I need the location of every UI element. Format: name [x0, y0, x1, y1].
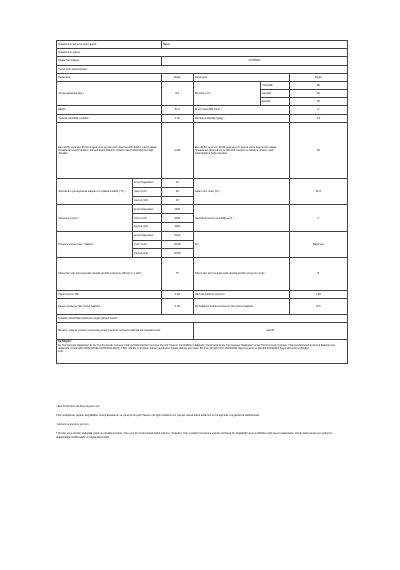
general-params-heading: Genel ürün parametreleri: [57, 65, 348, 73]
footnote-c: ᶜ Hizmet ve kurulum yeri için. [56, 423, 90, 426]
quarter-label: Çeyrek (1/4) [132, 223, 161, 232]
depth-label: Derinlik [260, 98, 289, 106]
dimensions-label: Boyutlar (cm) [193, 81, 260, 106]
half-label: Yarım (1/2) [132, 240, 161, 249]
additional-info [57, 339, 348, 363]
delay-start-label: Zaman erteleme (W) (ürüne bağlıdır) [57, 298, 162, 314]
spin-quarter-value: 1000 [161, 223, 193, 232]
warranty-label: Tedarikçi tarafından belirlenen asgari garanti süresi: [57, 315, 348, 323]
noise-value: 75 [161, 258, 193, 290]
water-consumption-value: 50 [289, 122, 347, 178]
silver-ion-value: HAYIR [193, 323, 347, 339]
spin-speed-label: Sıkma hızı (rpm) ᵃ [57, 205, 133, 231]
water-consumption-label: Eko 40-60 veya eco 40-60 programının şeyrek yıkım başına litre olarak hesaplanan (litre/yıkım) su tüketimi. Gerçek su tüketimi, cihazın nasıl kullanıldığına bağlı olacaktır. [193, 122, 289, 178]
capacity-label: Anma kapasitesi (kg) ᵃ [57, 81, 162, 106]
link-text[interactable]: Link [58, 349, 63, 353]
capacity-value: 8,0 [161, 81, 193, 106]
wash-index-value: 1,03 [161, 114, 193, 122]
footnote-b: b Bu modellerde yapılan değişiklikler, Enerji Etiketleme ve Çevreye Duyarlı Tasarım ile ilgili modellerin bir parçası olarak kabul edilemez ve bir ilgili kamu organlarına bildirilecektir. [56, 414, 260, 417]
rated-capacity-label: Anma Kapasitesi [132, 205, 161, 214]
energy-class-label: Enerji Verimliliği Sınıfı ᵃ [193, 106, 289, 114]
additional-info-heading: Ek Bilgiler: [58, 340, 72, 344]
moisture-value: 62,6 [289, 179, 347, 205]
model-value: CM7800D [161, 57, 347, 65]
energy-consumption-value: 0,496 [161, 122, 193, 178]
value-header: Değer [289, 73, 347, 81]
spin-class-value: C [289, 205, 347, 231]
rated-capacity-label: Anma Kapasitesi [132, 231, 161, 240]
energy-class-value: A [289, 106, 347, 114]
width-value: 60 [289, 90, 347, 98]
product-information-sheet [56, 40, 348, 364]
moisture-label: Kalan nem oranı (%) ᵃ [193, 179, 289, 205]
temperature-label: Temizlenen çamaşırlarda ulaşılan en yüksek sıcaklık (°C) ᵃ [57, 179, 133, 205]
footnotes [56, 405, 348, 445]
quarter-label: Çeyrek (1/4) [132, 249, 161, 258]
silver-ion-label: Bu ürün, yıkama yönetimi sırasında gümüş iyonlarını serbest bırakmak için tasarlanmıştır. [57, 323, 194, 339]
duration-label: Program süresi (saat : dakika) ᵃ [57, 231, 133, 257]
supplier-label: Tedarikçinin adı veya ticari işareti: [57, 41, 162, 49]
height-value: 85 [289, 81, 347, 89]
type-label: Tip [193, 231, 289, 257]
rated-capacity-label: Anma Kapasitesi [132, 179, 161, 188]
duration-rated-value: 03:40 [161, 231, 193, 240]
height-label: Yükseklik [260, 81, 289, 89]
energy-consumption-label: Eko 40-60 veya eco 40-60 programının şeyrek yıkım başına kWh (kWh / yıkım) olarak hesaplanan enerji tüketimi. Gerçek enerji tüketimi, cihazın nasıl kullanıldığına bağlı olacaktır. [57, 122, 162, 178]
eei-label: EEIW ᵃ [57, 106, 162, 114]
delay-start-value: 4,00 [161, 298, 193, 314]
spin-class-label: Santrifüj kurutma verimliliği sınıfı ᵃ [193, 205, 289, 231]
depth-value: 55 [289, 98, 347, 106]
temperature-quarter-value: 28 [161, 196, 193, 205]
regulation-text: Ev Tipi Çamaşır Makineleri İle Ev Tipi Kurutmalı Çamaşır Yıkama Makinelerinin Çevreye Duyarlı Tasarım Gereklilikleri Hakkında Yönetmelik ile Ev Tipi Çamaşır Makineleri ve Ev Tipi Kurutmalı Çamaşır Yıkama Makinelerinin Enerji Etiketlemesi Hakkında Yönetmelik (2009/125/EU-1030/2021/2019) 4 Bkz. Madde 6 ile ilişkin olarak yayınlanan bilgiler dikkate alınmıştır. Bu ürün; Direktif (KK) 2019/2023 Sayılı sürümü ve Direktif 2019/2014 Sayılı düzenleme Bilgileri [58, 343, 335, 350]
eei-value: 52,2 [161, 106, 193, 114]
network-standby-value: N/A [289, 298, 347, 314]
param-header: Parametre [193, 73, 289, 81]
half-label: Yarım (1/2) [132, 187, 161, 196]
temperature-half-value: 28 [161, 187, 193, 196]
network-standby-label: Ağ bağlantılı bekleme konumu (W) (ürüne bağlıdır) [193, 298, 289, 314]
model-label: Model Tanımlayıcı: [57, 57, 162, 65]
footnote-d: ᵈ Ürünler veya ürünler değişiklik yapılmış olmakla beraber, ürün yeni bir model olarak kabul edilmez. Tedarikçi, ürün modelin kümelerine yapılan herhangi bir değişikliği kamuya bildirilen ilgili ulusal makamlarla, teknik dokümantasyon verilerinin değiştirildiğini bildirmelidir ve bilgilendirilmelidir. [56, 432, 333, 439]
standby-label: Hazırda bekleme konumu [193, 290, 289, 298]
footnote-a: ᵃ Eko 40-60 (Eco 40-60) programı için. [56, 405, 101, 408]
param-header: Parametre [57, 73, 162, 81]
supplier-value: BEGA [161, 41, 347, 49]
noise-class-value: B [289, 258, 347, 290]
standby-value: 1,00 [289, 290, 347, 298]
width-label: Genişlik [260, 90, 289, 98]
type-value: Bağımsız [289, 231, 347, 257]
product-fiche-table [56, 40, 348, 364]
wash-index-label: Yıkama verimliliği endeksi ᵃ [57, 114, 162, 122]
duration-half-value: 02:58 [161, 240, 193, 249]
off-mode-value: 0,50 [161, 290, 193, 298]
temperature-rated-value: 40 [161, 179, 193, 188]
half-label: Yarım (1/2) [132, 214, 161, 223]
duration-quarter-value: 02:58 [161, 249, 193, 258]
rinse-value: 5,0 [289, 114, 347, 122]
noise-label: Sıkma fazı için hava kaynaklı akustik gürültü emisyonu (dB (A) re 1 pW) ᵃ [57, 258, 162, 290]
quarter-label: Çeyrek (1/4) [132, 196, 161, 205]
address-label: Tedarikçinin adresi: [57, 49, 348, 57]
rinse-label: Durulama etkinliği (g/kg) ᵃ [193, 114, 289, 122]
off-mode-label: Kapalı konum (W) [57, 290, 162, 298]
value-header: Değer [161, 73, 193, 81]
spin-rated-value: 1000 [161, 205, 193, 214]
noise-class-label: Sıkma fazı için hava kaynaklı akustik gürültü emisyonu sınıfı ᵃ [193, 258, 289, 290]
spin-half-value: 1000 [161, 214, 193, 223]
